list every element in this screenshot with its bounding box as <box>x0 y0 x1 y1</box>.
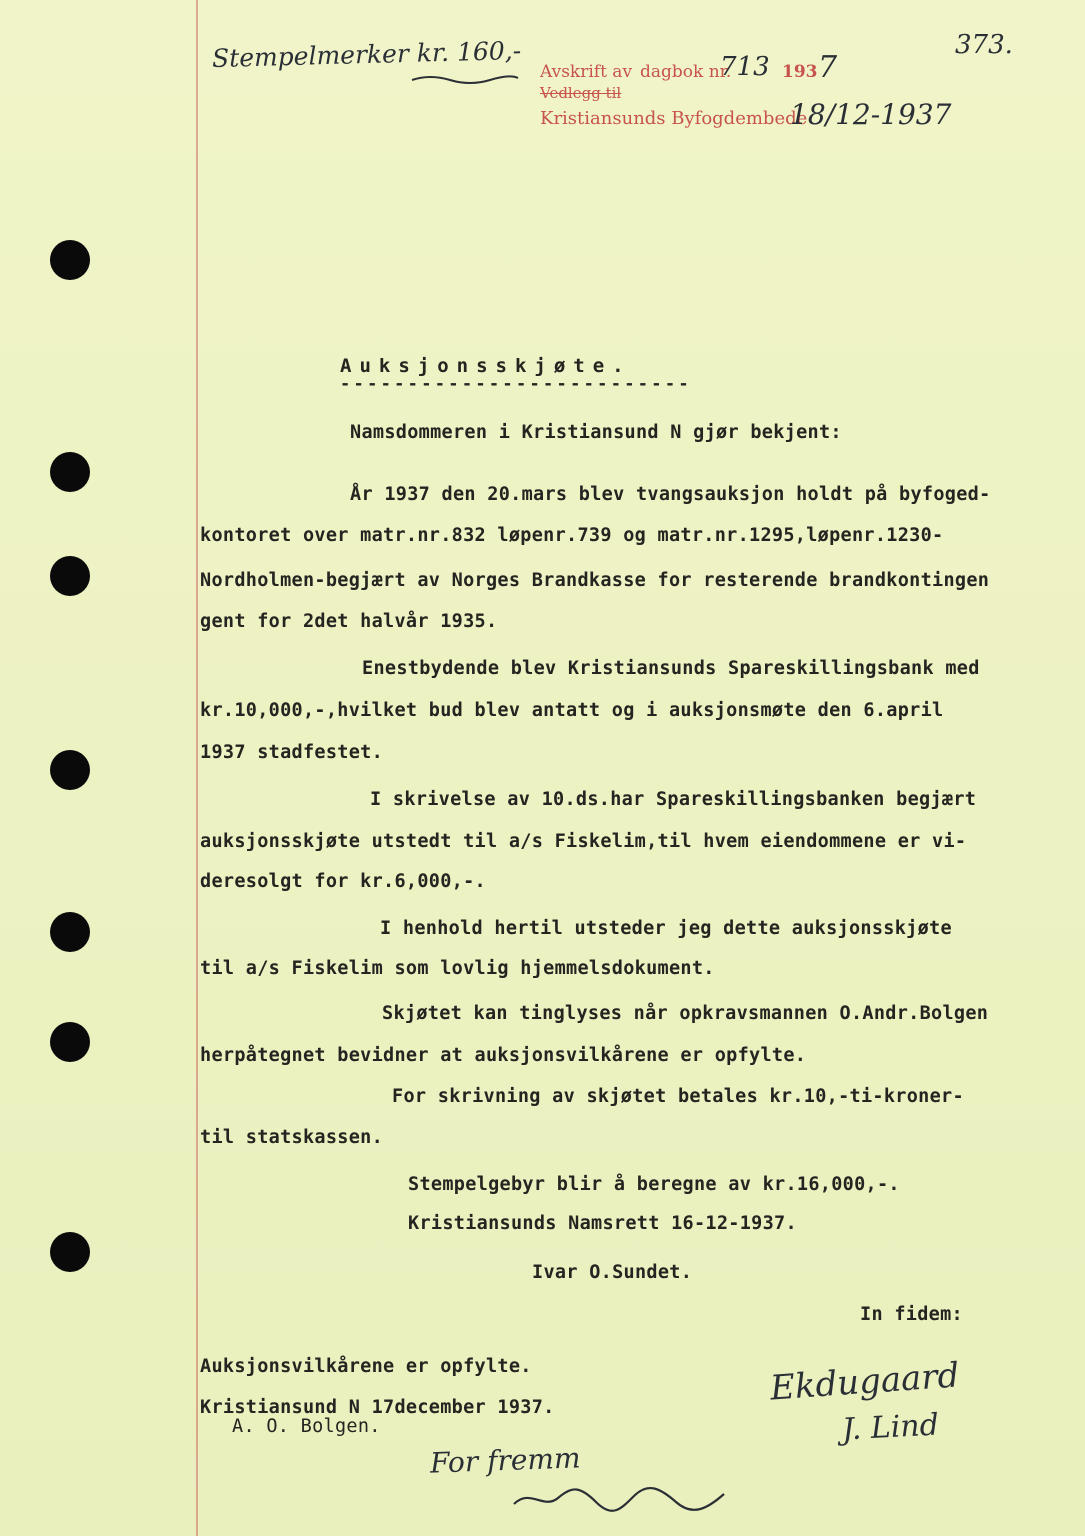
body-line: Nordholmen-begjært av Norges Brandkasse for resterende brandkontingen <box>200 570 990 591</box>
punch-hole <box>50 750 90 790</box>
footer-line: Kristiansund N 17december 1937. <box>200 1397 555 1418</box>
body-line: kontoret over matr.nr.832 løpenr.739 og matr.nr.1295,løpenr.1230- <box>200 525 944 546</box>
body-line: deresolgt for kr.6,000,-. <box>200 871 486 892</box>
signature-bottom-scrawl <box>510 1480 730 1520</box>
stamp-fee-note: Stempelmerker kr. 160,- <box>211 35 522 74</box>
stamp-year-hand: 7 <box>818 50 838 85</box>
footer-line: A. O. Bolgen. <box>232 1416 381 1437</box>
document-title: Auksjonsskjøte. <box>340 355 632 377</box>
body-line: Namsdommeren i Kristiansund N gjør bekjent: <box>350 422 842 443</box>
body-line: herpåtegnet bevidner at auksjonsvilkårene er opfylte. <box>200 1045 807 1066</box>
signatory-name: Ivar O.Sundet. <box>532 1262 693 1283</box>
punch-hole <box>50 556 90 596</box>
signature-right: Ekdugaard <box>768 1355 961 1409</box>
body-line: til statskassen. <box>200 1127 384 1148</box>
body-line: kr.10,000,-,hvilket bud blev antatt og i auksjonsmøte den 6.april <box>200 700 944 721</box>
body-line: I henhold hertil utsteder jeg dette auksjonsskjøte <box>380 918 952 939</box>
body-line: auksjonsskjøte utstedt til a/s Fiskelim,til hvem eiendommene er vi- <box>200 831 967 852</box>
stamp-year: 193 <box>782 62 818 82</box>
signature-bottom: For fremm <box>429 1441 581 1480</box>
body-line: Stempelgebyr blir å beregne av kr.16,000,-. <box>408 1174 900 1195</box>
margin-rule <box>196 0 198 1536</box>
body-line: Skjøtet kan tinglyses når opkravsmannen O.Andr.Bolgen <box>382 1003 989 1024</box>
punch-hole <box>50 240 90 280</box>
body-line: I skrivelse av 10.ds.har Spareskillingsbanken begjært <box>370 789 977 810</box>
stamp-dagbok: dagbok nr. <box>640 62 732 82</box>
body-line: gent for 2det halvår 1935. <box>200 611 498 632</box>
body-line: For skrivning av skjøtet betales kr.10,-ti-kroner- <box>392 1086 964 1107</box>
body-line: til a/s Fiskelim som lovlig hjemmelsdokument. <box>200 958 715 979</box>
punch-hole <box>50 1232 90 1272</box>
in-fidem: In fidem: <box>860 1304 963 1325</box>
punch-hole <box>50 912 90 952</box>
signature-right-2: J. Lind <box>841 1407 940 1448</box>
title-underline: -------------------------- <box>340 374 692 394</box>
dagbok-number: 713 <box>720 52 770 82</box>
page-number: 373. <box>955 30 1013 60</box>
underline-squiggle <box>410 72 520 86</box>
footer-line: Auksjonsvilkårene er opfylte. <box>200 1356 532 1377</box>
stamp-avskrift: Avskrift av <box>540 62 633 82</box>
stamp-date: 18/12-1937 <box>790 98 952 131</box>
body-line: Kristiansunds Namsrett 16-12-1937. <box>408 1213 797 1234</box>
body-line: 1937 stadfestet. <box>200 742 384 763</box>
punch-hole <box>50 1022 90 1062</box>
body-line: År 1937 den 20.mars blev tvangsauksjon holdt på byfoged- <box>350 484 991 505</box>
punch-hole <box>50 452 90 492</box>
body-line: Enestbydende blev Kristiansunds Spareskillingsbank med <box>362 658 980 679</box>
stamp-vedlegg: Vedlegg til <box>540 84 622 102</box>
stamp-byfogdembede: Kristiansunds Byfogdembede <box>540 108 808 129</box>
